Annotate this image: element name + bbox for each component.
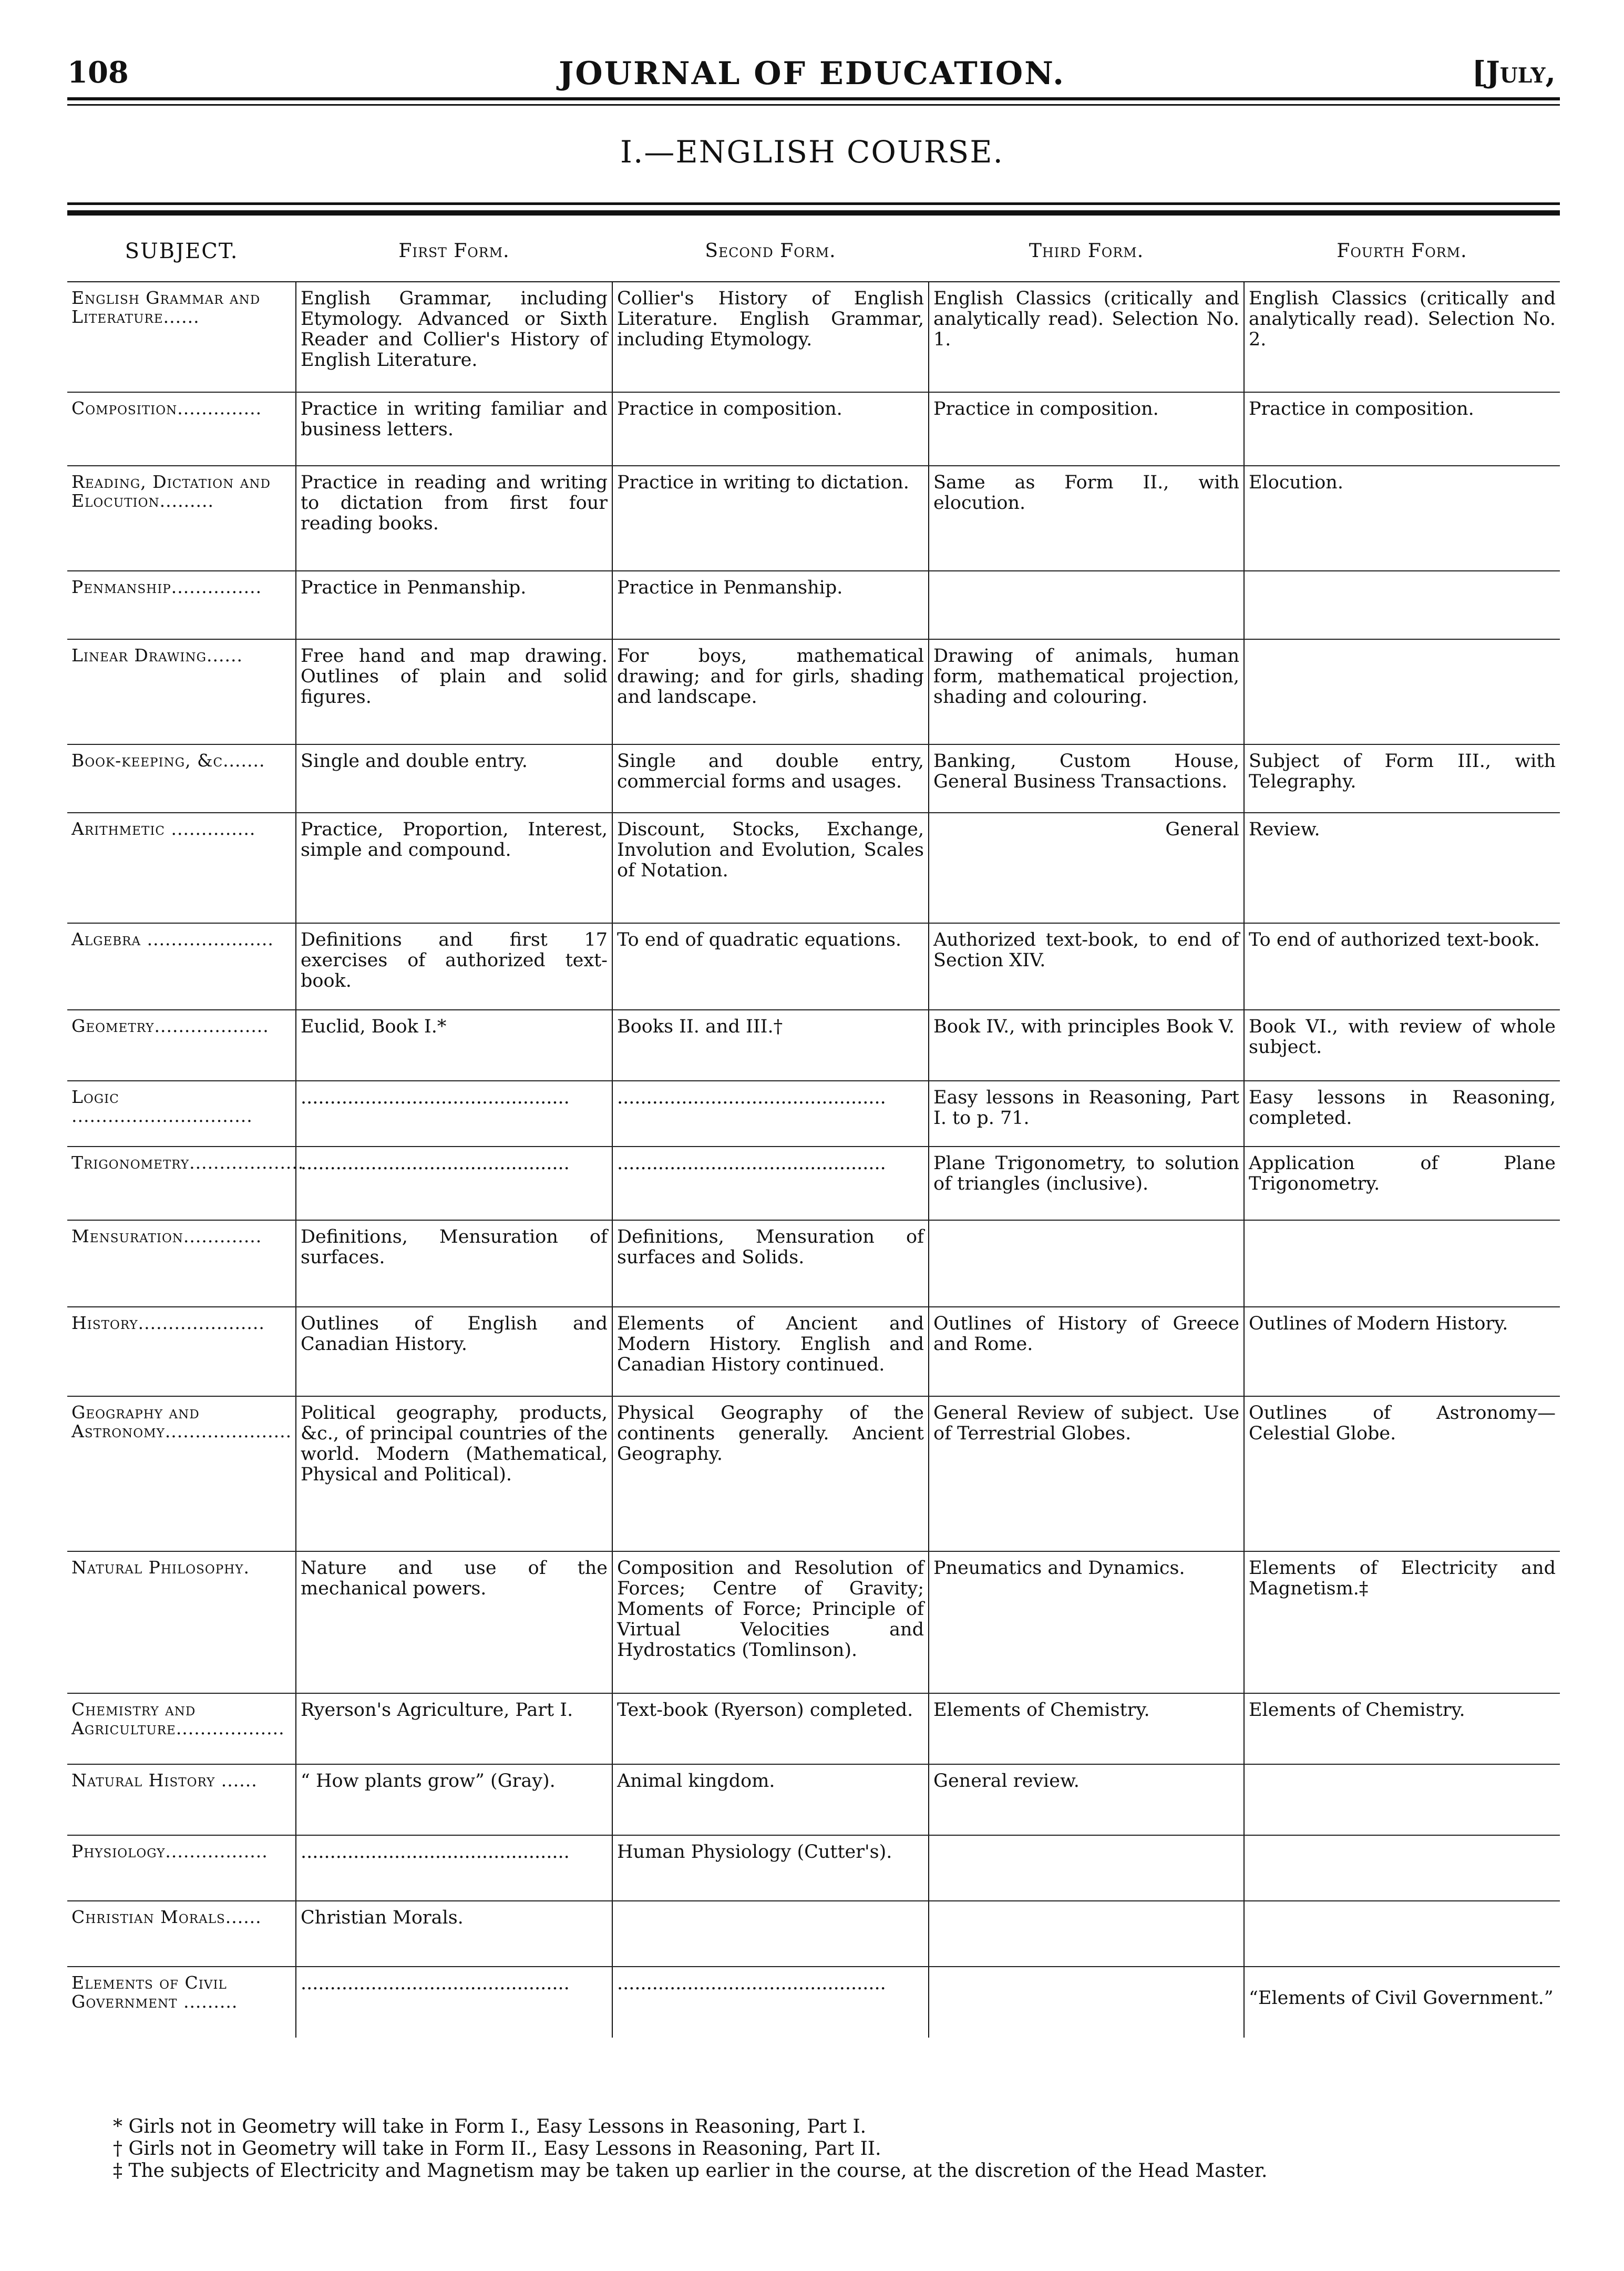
- row-subject: Trigonometry...................: [67, 1147, 296, 1220]
- row-subject: Mensuration.............: [67, 1220, 296, 1307]
- table-row: [67, 282, 1560, 392]
- footnotes: [113, 2116, 1532, 2182]
- cell-third-form: [929, 1220, 1244, 1307]
- cell-second-form: ..............................................: [612, 1081, 929, 1147]
- cell-fourth-form: [1244, 1901, 1560, 1967]
- table-row: [67, 1147, 1560, 1220]
- page-number: 108: [67, 55, 129, 90]
- cell-third-form: Authorized text-book, to end of Section XIV.: [929, 923, 1244, 1010]
- cell-second-form: Animal kingdom.: [612, 1764, 929, 1835]
- table-row: [67, 1307, 1560, 1396]
- row-subject: Penmanship...............: [67, 571, 296, 639]
- journal-title: JOURNAL OF EDUCATION.: [558, 55, 1066, 92]
- cell-first-form: Free hand and map drawing. Outlines of plain and solid figures.: [296, 639, 612, 744]
- table-row: [67, 1396, 1560, 1551]
- cell-first-form: ..............................................: [296, 1081, 612, 1147]
- table-row: [67, 1220, 1560, 1307]
- row-subject: Book-keeping, &c.......: [67, 744, 296, 813]
- cell-second-form: Practice in writing to dictation.: [612, 466, 929, 571]
- table-row: [67, 1551, 1560, 1693]
- cell-first-form: “ How plants grow” (Gray).: [296, 1764, 612, 1835]
- cell-first-form: ..............................................: [296, 1967, 612, 2038]
- cell-fourth-form: [1244, 1835, 1560, 1901]
- table-row: [67, 1764, 1560, 1835]
- table-row: [67, 923, 1560, 1010]
- cell-second-form: ..............................................: [612, 1967, 929, 2038]
- cell-first-form: Christian Morals.: [296, 1901, 612, 1967]
- cell-fourth-form: Outlines of Modern History.: [1244, 1307, 1560, 1396]
- row-subject: Reading, Dictation and Elocution.........: [67, 466, 296, 571]
- cell-second-form: Practice in composition.: [612, 392, 929, 466]
- cell-third-form: General: [929, 813, 1244, 923]
- row-subject: Logic ..............................: [67, 1081, 296, 1147]
- cell-third-form: Easy lessons in Reasoning, Part I. to p. 71.: [929, 1081, 1244, 1147]
- cell-fourth-form: To end of authorized text-book.: [1244, 923, 1560, 1010]
- cell-fourth-form: Book VI., with review of whole subject.: [1244, 1010, 1560, 1081]
- cell-fourth-form: Review.: [1244, 813, 1560, 923]
- cell-first-form: Definitions, Mensuration of surfaces.: [296, 1220, 612, 1307]
- cell-fourth-form: “Elements of Civil Government.”: [1244, 1967, 1560, 2038]
- cell-fourth-form: [1244, 639, 1560, 744]
- cell-first-form: Euclid, Book I.*: [296, 1010, 612, 1081]
- footnote: * Girls not in Geometry will take in Form I., Easy Lessons in Reasoning, Part I.: [113, 2116, 867, 2137]
- cell-first-form: Political geography, products, &c., of principal countries of the world. Modern (Mathematical, Physical and Political).: [296, 1396, 612, 1551]
- cell-fourth-form: English Classics (critically and analytically read). Selection No. 2.: [1244, 282, 1560, 392]
- cell-third-form: Pneumatics and Dynamics.: [929, 1551, 1244, 1693]
- row-subject: Chemistry and Agriculture..................: [67, 1693, 296, 1764]
- cell-second-form: Definitions, Mensuration of surfaces and Solids.: [612, 1220, 929, 1307]
- row-subject: Christian Morals......: [67, 1901, 296, 1967]
- row-subject: Algebra .....................: [67, 923, 296, 1010]
- table-header-row: [67, 220, 1560, 282]
- column-header-fourth-form: Fourth Form.: [1244, 220, 1560, 282]
- course-title: I.—ENGLISH COURSE.: [620, 134, 1004, 170]
- cell-second-form: Books II. and III.†: [612, 1010, 929, 1081]
- cell-third-form: Plane Trigonometry, to solution of triangles (inclusive).: [929, 1147, 1244, 1220]
- cell-second-form: Composition and Resolution of Forces; Centre of Gravity; Moments of Force; Principle of Virtual Velocities and Hydrostatics (Tomlinson).: [612, 1551, 929, 1693]
- cell-first-form: ..............................................: [296, 1147, 612, 1220]
- table-row: [67, 1835, 1560, 1901]
- table-row: [67, 1901, 1560, 1967]
- cell-first-form: Practice in writing familiar and business letters.: [296, 392, 612, 466]
- cell-third-form: General review.: [929, 1764, 1244, 1835]
- cell-fourth-form: Practice in composition.: [1244, 392, 1560, 466]
- cell-second-form: Practice in Penmanship.: [612, 571, 929, 639]
- cell-third-form: [929, 1901, 1244, 1967]
- table-row: [67, 466, 1560, 571]
- header-month: [July,: [1472, 55, 1556, 90]
- table-row: [67, 1693, 1560, 1764]
- cell-first-form: ..............................................: [296, 1835, 612, 1901]
- cell-third-form: Book IV., with principles Book V.: [929, 1010, 1244, 1081]
- cell-second-form: For boys, mathematical drawing; and for girls, shading and landscape.: [612, 639, 929, 744]
- row-subject: Natural Philosophy.: [67, 1551, 296, 1693]
- cell-third-form: [929, 1835, 1244, 1901]
- cell-first-form: Definitions and first 17 exercises of authorized text-book.: [296, 923, 612, 1010]
- table-row: [67, 392, 1560, 466]
- cell-second-form: To end of quadratic equations.: [612, 923, 929, 1010]
- cell-third-form: Outlines of History of Greece and Rome.: [929, 1307, 1244, 1396]
- row-subject: History.....................: [67, 1307, 296, 1396]
- cell-second-form: Discount, Stocks, Exchange, Involution and Evolution, Scales of Notation.: [612, 813, 929, 923]
- cell-first-form: English Grammar, including Etymology. Advanced or Sixth Reader and Collier's History of English Literature.: [296, 282, 612, 392]
- cell-second-form: Physical Geography of the continents generally. Ancient Geography.: [612, 1396, 929, 1551]
- cell-first-form: Single and double entry.: [296, 744, 612, 813]
- cell-fourth-form: Easy lessons in Reasoning, completed.: [1244, 1081, 1560, 1147]
- column-header-subject: SUBJECT.: [67, 220, 296, 282]
- cell-first-form: Ryerson's Agriculture, Part I.: [296, 1693, 612, 1764]
- table-row: [67, 1010, 1560, 1081]
- cell-fourth-form: [1244, 571, 1560, 639]
- column-header-third-form: Third Form.: [929, 220, 1244, 282]
- cell-fourth-form: [1244, 1220, 1560, 1307]
- row-subject: Elements of Civil Government .........: [71, 1972, 238, 2012]
- cell-third-form: Banking, Custom House, General Business Transactions.: [929, 744, 1244, 813]
- cell-first-form: Practice, Proportion, Interest, simple and compound.: [296, 813, 612, 923]
- table-row: [67, 639, 1560, 744]
- cell-first-form: Outlines of English and Canadian History.: [296, 1307, 612, 1396]
- table-row: [67, 813, 1560, 923]
- cell-first-form: Practice in reading and writing to dictation from first four reading books.: [296, 466, 612, 571]
- header-rule-thin: [67, 104, 1560, 106]
- header-rule: [67, 97, 1560, 100]
- row-subject: Arithmetic ..............: [67, 813, 296, 923]
- footnote: ‡ The subjects of Electricity and Magnetism may be taken up earlier in the course, at the discretion of the Head Master.: [113, 2160, 1268, 2182]
- cell-second-form: Text-book (Ryerson) completed.: [612, 1693, 929, 1764]
- cell-second-form: ..............................................: [612, 1147, 929, 1220]
- title-rule-thin: [67, 202, 1560, 205]
- cell-fourth-form: Application of Plane Trigonometry.: [1244, 1147, 1560, 1220]
- row-subject: Natural History ......: [67, 1764, 296, 1835]
- table-row: [67, 1081, 1560, 1147]
- cell-third-form: Drawing of animals, human form, mathematical projection, shading and colouring.: [929, 639, 1244, 744]
- course-table: [67, 220, 1560, 2038]
- column-header-first-form: First Form.: [296, 220, 612, 282]
- table-row: [67, 744, 1560, 813]
- column-header-second-form: Second Form.: [612, 220, 929, 282]
- cell-second-form: Human Physiology (Cutter's).: [612, 1835, 929, 1901]
- cell-second-form: [612, 1901, 929, 1967]
- cell-third-form: [929, 571, 1244, 639]
- cell-third-form: [929, 1967, 1244, 2038]
- cell-third-form: Practice in composition.: [929, 392, 1244, 466]
- cell-third-form: English Classics (critically and analytically read). Selection No. 1.: [929, 282, 1244, 392]
- cell-second-form: Collier's History of English Literature. English Grammar, including Etymology.: [612, 282, 929, 392]
- row-subject: Geography and Astronomy.....................: [67, 1396, 296, 1551]
- cell-fourth-form: [1244, 1764, 1560, 1835]
- cell-second-form: Elements of Ancient and Modern History. English and Canadian History continued.: [612, 1307, 929, 1396]
- cell-first-form: Nature and use of the mechanical powers.: [296, 1551, 612, 1693]
- cell-fourth-form: Outlines of Astronomy—Celestial Globe.: [1244, 1396, 1560, 1551]
- cell-third-form: Elements of Chemistry.: [929, 1693, 1244, 1764]
- cell-fourth-form: Subject of Form III., with Telegraphy.: [1244, 744, 1560, 813]
- table-row: [67, 1967, 1560, 2038]
- cell-third-form: Same as Form II., with elocution.: [929, 466, 1244, 571]
- row-subject: English Grammar and Literature......: [67, 282, 296, 392]
- cell-third-form: General Review of subject. Use of Terrestrial Globes.: [929, 1396, 1244, 1551]
- cell-fourth-form: Elocution.: [1244, 466, 1560, 571]
- table-row: [67, 571, 1560, 639]
- cell-second-form: Single and double entry, commercial forms and usages.: [612, 744, 929, 813]
- row-subject: Geometry...................: [67, 1010, 296, 1081]
- title-rule-thick: [67, 210, 1560, 216]
- row-subject: Composition..............: [67, 392, 296, 466]
- row-subject: Linear Drawing......: [67, 639, 296, 744]
- row-subject: Physiology.................: [67, 1835, 296, 1901]
- cell-fourth-form: Elements of Chemistry.: [1244, 1693, 1560, 1764]
- cell-fourth-form: Elements of Electricity and Magnetism.‡: [1244, 1551, 1560, 1693]
- cell-first-form: Practice in Penmanship.: [296, 571, 612, 639]
- footnote: † Girls not in Geometry will take in Form II., Easy Lessons in Reasoning, Part II.: [113, 2138, 881, 2160]
